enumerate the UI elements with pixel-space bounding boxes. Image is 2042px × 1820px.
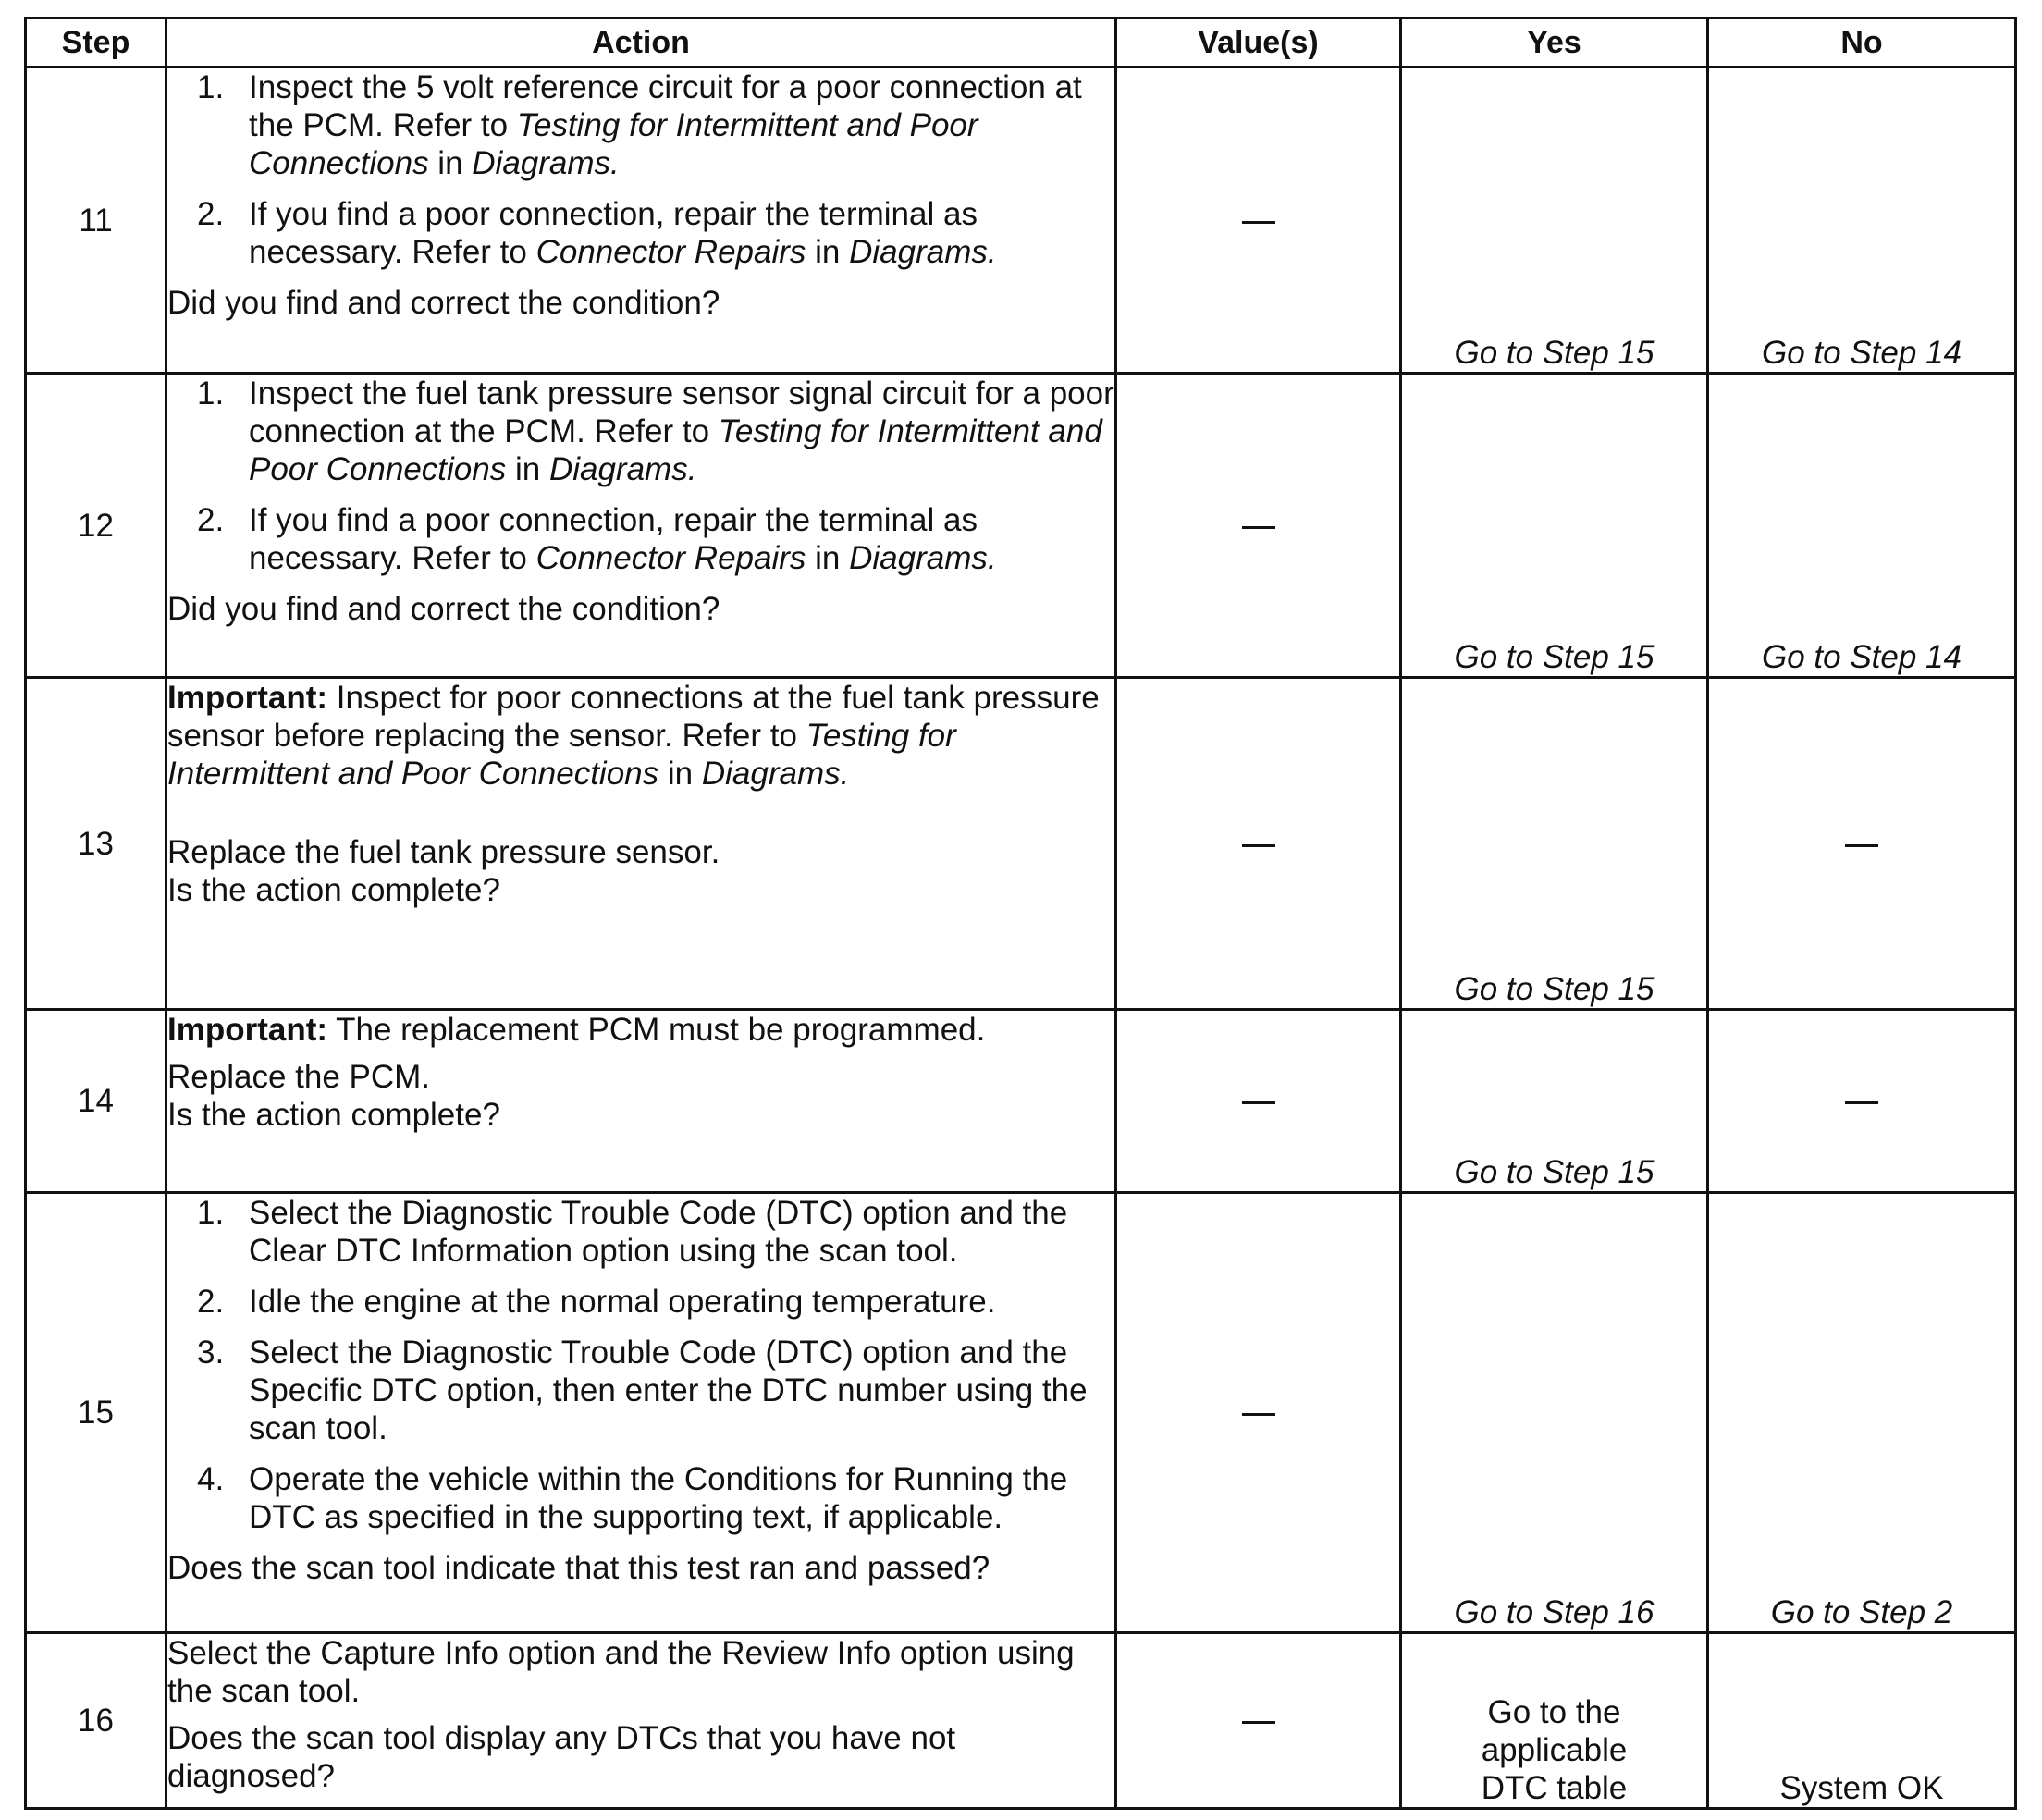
list-item <box>197 1334 1114 1447</box>
no-cell <box>1708 1010 2016 1193</box>
list-item <box>197 501 1114 577</box>
item-text: If you find a poor connection, repair the terminal as necessary. Refer to <box>249 502 978 576</box>
item-number: 1. <box>197 375 225 412</box>
item-reference: Connector Repairs <box>535 540 806 576</box>
action-list <box>167 375 1114 577</box>
em-dash <box>1242 1721 1275 1724</box>
table-row <box>26 374 2016 678</box>
action-cell <box>166 1193 1116 1633</box>
value-cell <box>1116 68 1401 374</box>
action-list <box>167 1194 1114 1536</box>
item-connector: in <box>806 234 850 270</box>
no-cell: Go to Step 14 <box>1708 374 2016 678</box>
yes-cell <box>1401 1633 1708 1809</box>
spacer <box>167 793 1114 833</box>
item-connector: in <box>806 540 850 576</box>
yes-text: Go to the applicable DTC table <box>1481 1694 1628 1806</box>
list-item <box>197 195 1114 271</box>
header-no: No <box>1708 18 2016 68</box>
question-text: Does the scan tool display any DTCs that you have not diagnosed? <box>167 1720 956 1794</box>
header-action: Action <box>166 18 1116 68</box>
item-reference: Connector Repairs <box>535 234 806 270</box>
action-cell <box>166 374 1116 678</box>
question-text: Is the action complete? <box>167 1097 500 1133</box>
header-row <box>26 18 2016 68</box>
item-text: Select the Diagnostic Trouble Code (DTC) option and the Clear DTC Information option using the scan tool. <box>249 1195 1068 1269</box>
item-document: Diagrams. <box>849 540 997 576</box>
action-cell <box>166 68 1116 374</box>
em-dash <box>1845 1101 1878 1104</box>
important-reference: Testing for Intermittent and Poor Connections <box>167 718 956 792</box>
em-dash <box>1242 221 1275 224</box>
item-text: If you find a poor connection, repair the terminal as necessary. Refer to <box>249 196 978 270</box>
instruction-text: Replace the PCM. <box>167 1059 431 1095</box>
item-text: Idle the engine at the normal operating temperature. <box>249 1284 996 1320</box>
table-row <box>26 68 2016 374</box>
item-text: Inspect the 5 volt reference circuit for a poor connection at the PCM. Refer to <box>249 69 1082 143</box>
no-cell: Go to Step 14 <box>1708 68 2016 374</box>
step-number: 12 <box>26 374 166 678</box>
question-text: Does the scan tool indicate that this test ran and passed? <box>167 1550 990 1586</box>
value-cell <box>1116 1010 1401 1193</box>
item-connector: in <box>506 451 549 487</box>
value-cell <box>1116 1193 1401 1633</box>
yes-cell: Go to Step 15 <box>1401 68 1708 374</box>
item-connector: in <box>428 145 473 181</box>
table-row <box>26 678 2016 1010</box>
no-cell: Go to Step 2 <box>1708 1193 2016 1633</box>
yes-cell: Go to Step 16 <box>1401 1193 1708 1633</box>
question-text: Did you find and correct the condition? <box>167 285 720 321</box>
important-connector: in <box>658 756 702 792</box>
header-step: Step <box>26 18 166 68</box>
no-cell: System OK <box>1708 1633 2016 1809</box>
table-row <box>26 1193 2016 1633</box>
step-number: 11 <box>26 68 166 374</box>
table-row <box>26 1633 2016 1809</box>
table-row <box>26 1010 2016 1193</box>
instruction-text: Replace the fuel tank pressure sensor. <box>167 834 720 870</box>
em-dash <box>1242 526 1275 529</box>
yes-cell: Go to Step 15 <box>1401 678 1708 1010</box>
yes-cell: Go to Step 15 <box>1401 1010 1708 1193</box>
list-item <box>197 1194 1114 1270</box>
action-cell <box>166 1633 1116 1809</box>
spacer <box>167 1710 1114 1719</box>
action-cell <box>166 678 1116 1010</box>
action-list <box>167 68 1114 271</box>
item-document: Diagrams. <box>472 145 620 181</box>
header-values: Value(s) <box>1116 18 1401 68</box>
important-text: The replacement PCM must be programmed. <box>327 1012 986 1048</box>
list-item <box>197 1283 1114 1321</box>
item-number: 1. <box>197 69 225 105</box>
step-number: 14 <box>26 1010 166 1193</box>
question-text: Did you find and correct the condition? <box>167 591 720 627</box>
instruction-text: Select the Capture Info option and the Review Info option using the scan tool. <box>167 1635 1075 1709</box>
item-text: Inspect the fuel tank pressure sensor signal circuit for a poor connection at the PCM. Refer to <box>249 375 1114 449</box>
important-label: Important: <box>167 680 328 716</box>
em-dash <box>1242 844 1275 847</box>
important-document: Diagrams. <box>701 756 850 792</box>
question-text: Is the action complete? <box>167 872 500 908</box>
diagnostic-table <box>24 17 2017 1810</box>
step-number: 16 <box>26 1633 166 1809</box>
action-cell <box>166 1010 1116 1193</box>
list-item <box>197 68 1114 182</box>
item-number: 4. <box>197 1461 225 1497</box>
em-dash <box>1845 844 1878 847</box>
value-cell <box>1116 678 1401 1010</box>
spacer <box>167 1049 1114 1058</box>
item-reference: Testing for Intermittent and Poor Connections <box>249 107 978 181</box>
item-reference: Testing for Intermittent and Poor Connections <box>249 413 1102 487</box>
value-cell <box>1116 374 1401 678</box>
header-yes: Yes <box>1401 18 1708 68</box>
item-document: Diagrams. <box>548 451 697 487</box>
yes-cell: Go to Step 15 <box>1401 374 1708 678</box>
list-item <box>197 1460 1114 1536</box>
item-number: 3. <box>197 1334 225 1371</box>
value-cell <box>1116 1633 1401 1809</box>
list-item <box>197 375 1114 488</box>
item-number: 1. <box>197 1195 225 1231</box>
item-text: Select the Diagnostic Trouble Code (DTC) option and the Specific DTC option, then enter the DTC number using the scan tool. <box>249 1334 1088 1446</box>
no-cell <box>1708 678 2016 1010</box>
important-label: Important: <box>167 1012 328 1048</box>
item-document: Diagrams. <box>849 234 997 270</box>
step-number: 13 <box>26 678 166 1010</box>
important-note <box>167 679 1114 793</box>
em-dash <box>1242 1101 1275 1104</box>
item-text: Operate the vehicle within the Conditions for Running the DTC as specified in the supporting text, if applicable. <box>249 1461 1068 1535</box>
important-text: Inspect for poor connections at the fuel tank pressure sensor before replacing the sensor. Refer to <box>167 680 1100 754</box>
important-note <box>167 1011 1114 1049</box>
em-dash <box>1242 1413 1275 1416</box>
item-number: 2. <box>197 1284 225 1320</box>
step-number: 15 <box>26 1193 166 1633</box>
item-number: 2. <box>197 196 225 232</box>
item-number: 2. <box>197 502 225 538</box>
